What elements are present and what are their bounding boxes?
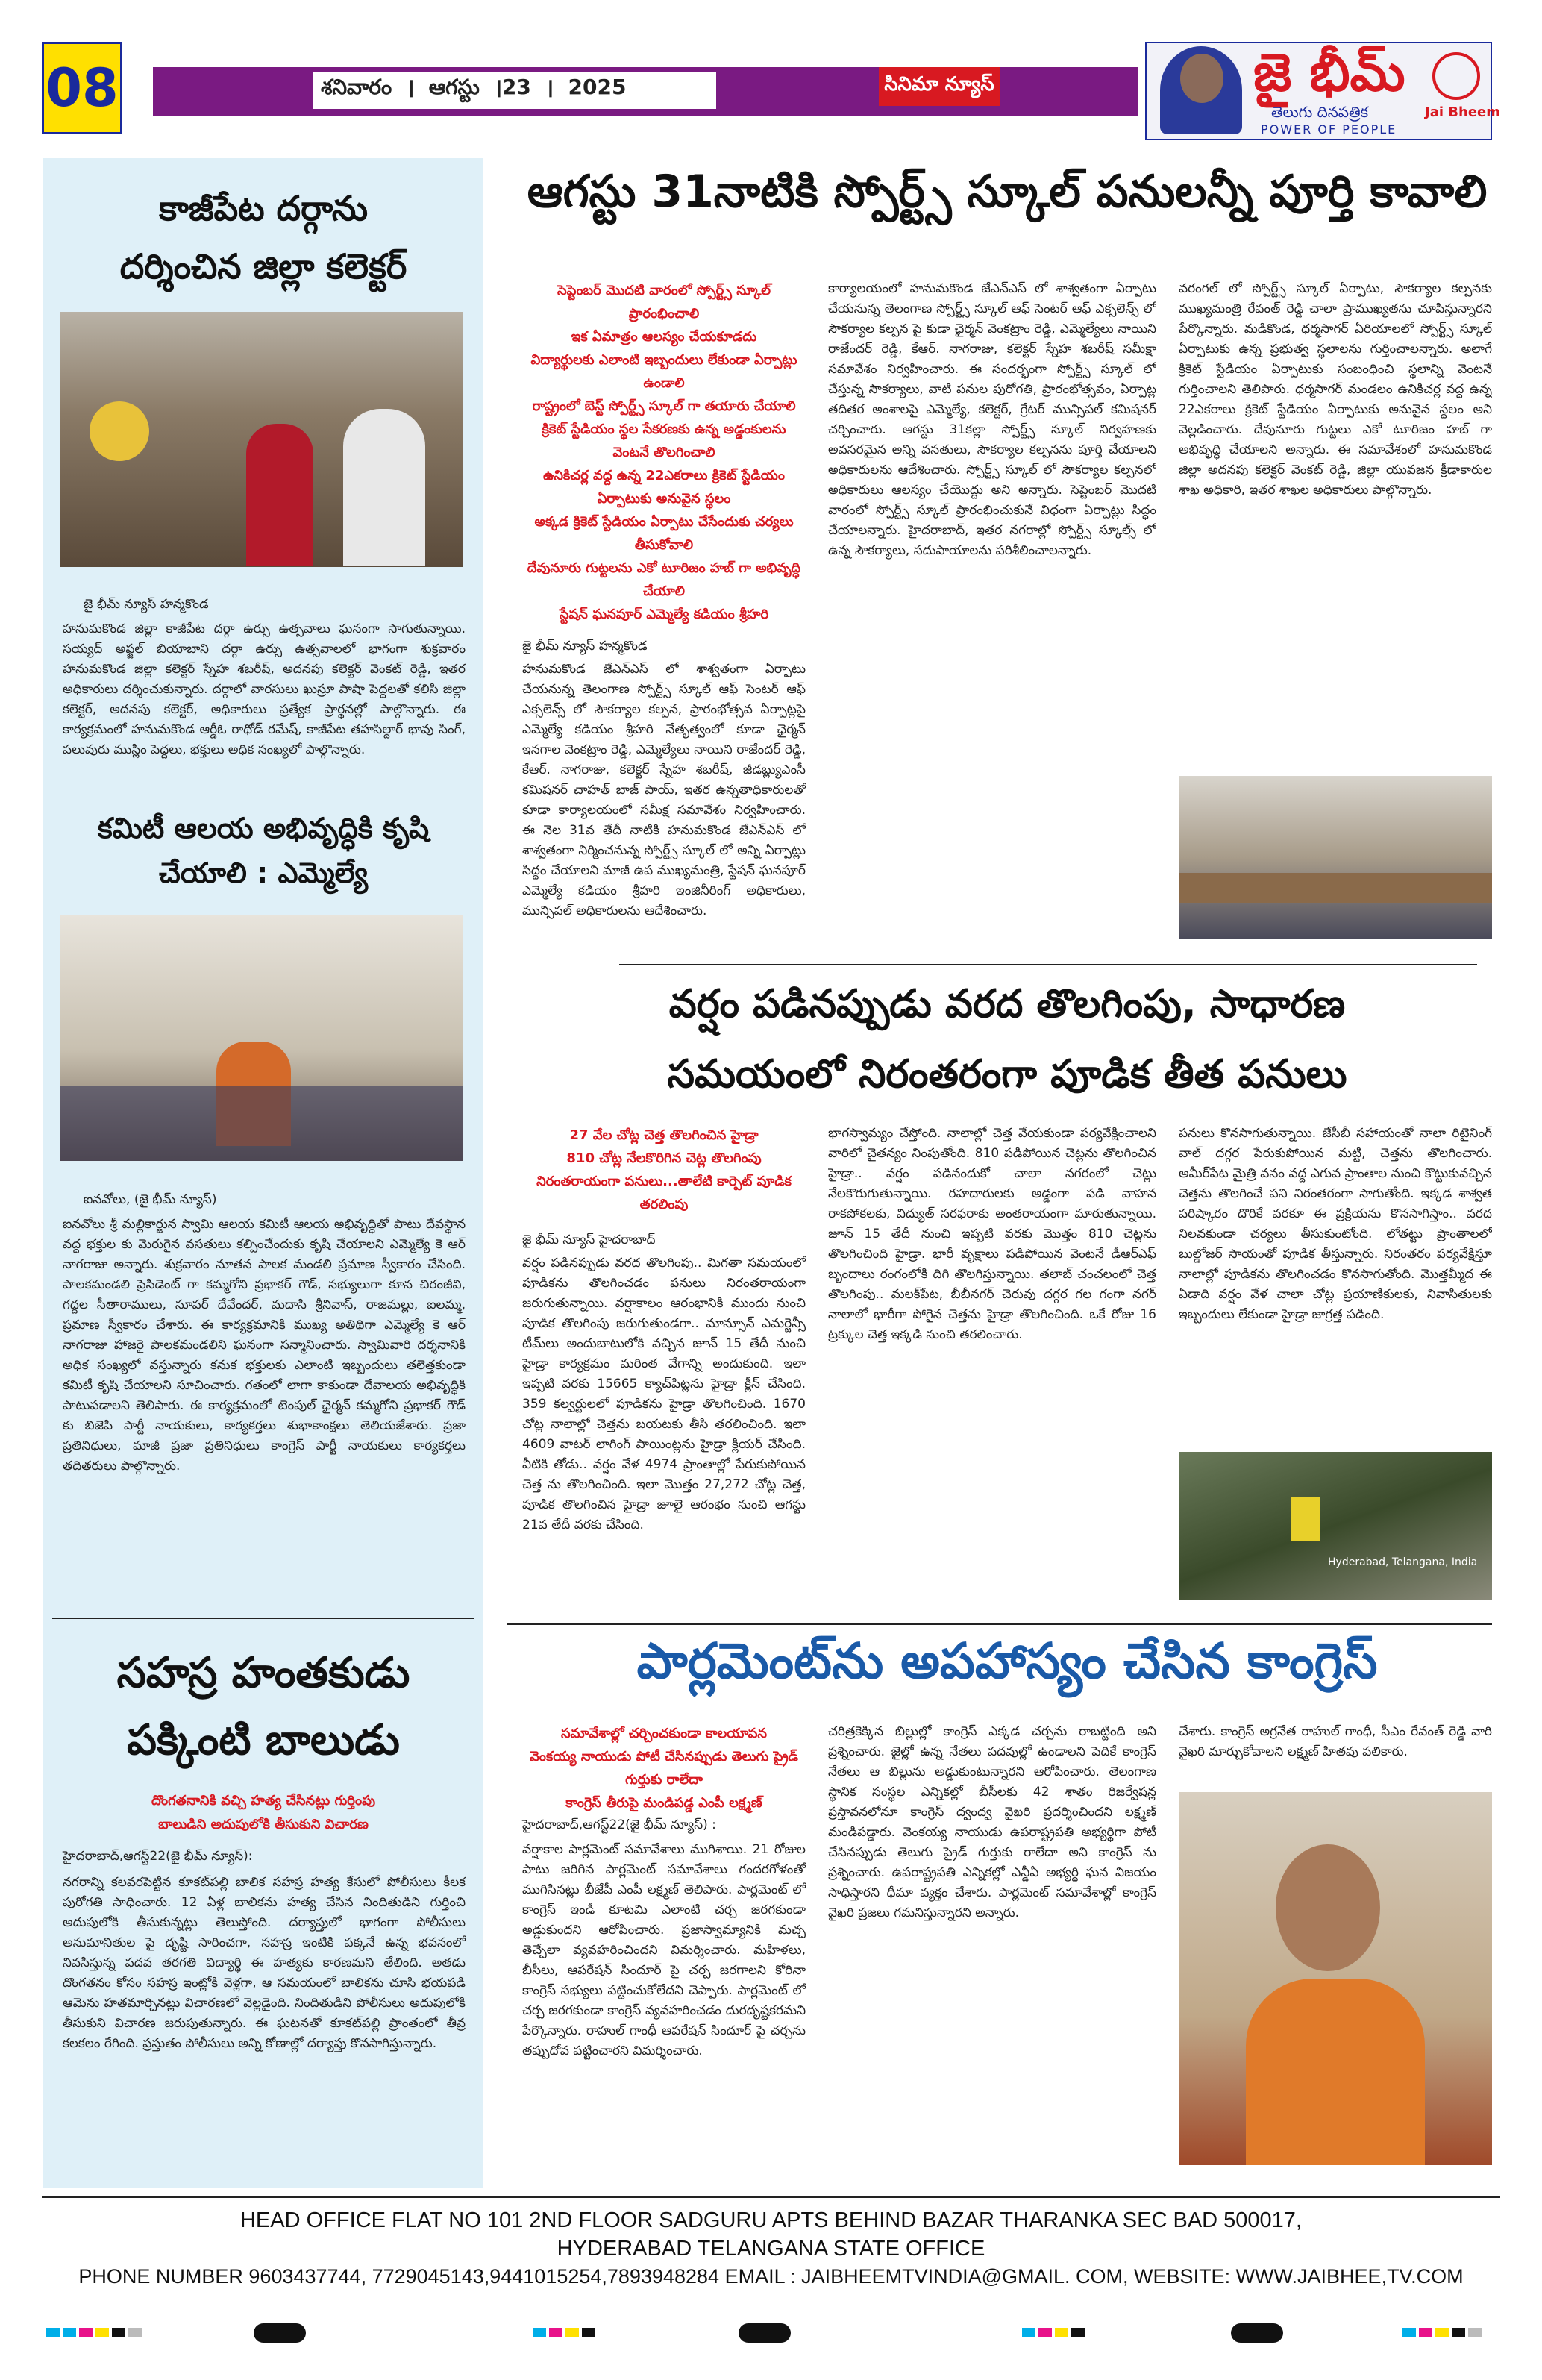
main-story2-col1: వర్షం పడినప్పుడు వరద తొలగింపు.. మిగతా సమయంలో పూడికను తొలగించడం పనులు నిరంతరాయంగా జరుగుతున్నాయి. వర్షాకాలం ఆరంభానికి ముందు నుంచి పూడిక తొలగింపు జరుగుతుండగా.. మాన్సూన్ ఎమర్జెన్సీ టీమ్‌లు అందుబాటులోకి వచ్చిన జూన్ 15 తేదీ నుంచి హైడ్రా కార్యక్రమం మరింత వేగాన్ని అందుకుంది. ఇలా ఇప్పటి వరకు 15665 క్యాచ్‌పిట్లను హైడ్రా క్లీన్ చేసింది. 359 కల్వర్టులలో పూడికను హైడ్రా తొలగించింది. 1670 చోట్ల నాలాల్లో చెత్తను బయటకు తీసి తరలించింది. ఇలా 4609 వాటర్ లాగింగ్ పాయింట్లను హైడ్రా క్లియర్ చేసింది. వీటికి తోడు.. వర్షం వేళ 4974 ప్రాంతాల్లో పేరుకుపోయిన చెత్త ను తొలగించింది. ఇలా మొత్తం 27,272 చోట్ల చెత్త, పూడిక తొలగించిన హైడ్రా జూలై ఆరంభం నుంచి ఆగస్టు 21వ తేదీ వరకు చేసింది. [522, 1256, 806, 1532]
left-story3-subhead-1: దొంగతనానికి వచ్చి హత్య చేసినట్లు గుర్తింపు [151, 1793, 376, 1809]
collector-dargah-photo [60, 312, 463, 567]
left-story3-body: నగరాన్ని కలవరపెట్టిన కూకట్‌పల్లి బాలిక సహస్ర హత్య కేసులో పోలీసులు కీలక పురోగతి సాధించారు. 12 ఏళ్ల బాలికను హత్య చేసిన నిందితుడిని గుర్తించి అదుపులోకి తీసుకున్నట్లు తెలుస్తోంది. దర్యాప్తులో భాగంగా పోలీసులు అనుమానితుల పై దృష్టి సారించగా, సహస్ర ఇంటికి పక్కనే ఉన్న భవనంలో నివసిస్తున్న పదవ తరగతి విద్యార్థి ఈ హత్యకు కారణమని తేలింది. అతడు దొంగతనం కోసం సహస్ర ఇంట్లోకి వెళ్లగా, ఆ సమయంలో బాలికను చూసి భయపడి ఆమెను హతమార్చినట్లు విచారణలో వెల్లడైంది. నిందితుడిని పోలీసులు అదుపులోకి తీసుకుని విచారణ జరుపుతున్నారు. ఈ ఘటనతో కూకట్‌పల్లి ప్రాంతంలో తీవ్ర కలకలం రేగింది. ప్రస్తుతం పోలీసులు అన్ని కోణాల్లో దర్యాప్తు కొనసాగిస్తున్నారు. [63, 1875, 466, 2051]
registration-mark [1231, 2323, 1283, 2343]
left-story2-headline-2: చేయాలి : ఎమ్మెల్యే [159, 857, 368, 889]
main-story3-col1: వర్షాకాల పార్లమెంట్ సమావేశాలు ముగిశాయి. 21 రోజుల పాటు జరిగిన పార్లమెంట్ సమావేశాలు గందరగోళంతో ముగిసినట్లు బీజేపీ ఎంపీ లక్ష్మణ్ తెలిపారు. పార్లమెంట్ లో కాంగ్రెస్ ఇండీ కూటమి ఎలాంటి చర్చ జరగకుండా అడ్డుకుందని ఆరోపించారు. ప్రజాస్వామ్యానికి మచ్చ తెచ్చేలా వ్యవహరించిందని విమర్శించారు. మహిళలు, బీసీలు, ఆపరేషన్ సిందూర్ పై చర్చ జరగాలని కోరినా కాంగ్రెస్ సభ్యులు పట్టించుకోలేదని చెప్పారు. పార్లమెంట్ లో చర్చ జరగకుండా కాంగ్రెస్ వ్యవహరించడం దురదృష్టకరమని పేర్కొన్నారు. రాహుల్ గాంధీ ఆపరేషన్ సిందూర్ పై చర్చను తప్పుదోవ పట్టించారని విమర్శించారు. [522, 1842, 806, 2058]
color-swatch [549, 2328, 562, 2337]
highlight-item: 27 వేల చోట్ల చెత్త తొలగించిన హైడ్రా [569, 1127, 759, 1143]
left-story1-headline-1: కాజీపేట దర్గాను [158, 188, 369, 228]
color-swatch [1055, 2328, 1068, 2337]
left-story3-headline-1: సహస్ర హంతకుడు [116, 1649, 410, 1697]
footer-address-line1: HEAD OFFICE FLAT NO 101 2ND FLOOR SADGURU APTS BEHIND BAZAR THARANKA SEC BAD 500017, [239, 2208, 1302, 2232]
color-swatch [128, 2328, 142, 2337]
main-story2-highlights [522, 1124, 806, 1216]
main-story3-byline: హైదరాబాద్,ఆగస్ట్22(జై భీమ్ న్యూస్) : [522, 1817, 716, 1832]
highlight-item: ఉనికిచర్ల వద్ద ఉన్న 22ఎకరాలు క్రికెట్ స్టేడియం ఏర్పాటుకు అనువైన స్థలం [543, 468, 785, 507]
highlight-item: స్టేషన్ ఘనపూర్ ఎమ్మెల్యే కడియం శ్రీహరి [559, 607, 769, 622]
red-saree-shape [246, 424, 313, 566]
brand-logo-icon [1432, 52, 1480, 100]
color-swatch [1468, 2328, 1482, 2337]
print-registration-strip [0, 2320, 1542, 2350]
main-story2-col2: భాగస్వామ్యం చేస్తోంది. నాలాల్లో చెత్త వేయకుండా పర్యవేక్షించాలని వారిలో చైతన్యం నింపుతోంది. 810 పడిపోయిన చెట్లను తొలగించిన హైడ్రా.. వర్షం పడినందుకో చాలా నగరంలో చెట్లు నేలకొరుగుతున్నాయి. రహదారులకు అడ్డంగా పడి వాహన రాకపోకలకు, విద్యుత్ సరఫరాకు అంతరాయంగా మారుతున్నాయి. జూన్ 15 తేదీ నుంచి ఇప్పటి వరకు మొత్తం 810 చెట్లను తొలగించింది హైడ్రా. భారీ వృక్షాలు పడిపోయిన వెంటనే డీఆర్ఎఫ్ బృందాలు రంగంలోకి దిగి తొలగిస్తున్నాయి. తలాబ్ చంచలంలో చెత్త తొలగింపు.. మలక్‌పేట, బీబీనగర్ చెరువు దగ్గర గల గంగా నగర్ నాలాలో భారీగా పోగైన చెత్తను హైడ్రా తొలగించింది. ఒకే రోజు 16 ట్రక్కుల చెత్త ఇక్కడి నుంచి తరలించారు. [828, 1126, 1156, 1342]
masthead-portrait-face [1180, 54, 1223, 103]
brand-name: Jai Bheem [1425, 104, 1500, 120]
main-story2-byline: జై భీమ్ న్యూస్ హైదరాబాద్ [522, 1233, 656, 1247]
left-story1-headline-2: దర్శించిన జిల్లా కలెక్టర్ [119, 246, 407, 286]
left-story1-byline: జై భీమ్ న్యూస్ హన్మకొండ [84, 597, 209, 612]
masthead-subtitle: తెలుగు దినపత్రిక [1271, 103, 1369, 121]
masthead-title: జై భీమ్ [1253, 42, 1405, 103]
footer-divider [42, 2196, 1500, 2198]
color-swatch [582, 2328, 595, 2337]
highlight-item: దేవునూరు గుట్టలను ఎకో టూరిజం హబ్ గా అభివృద్ధి చేయాలి [527, 560, 801, 599]
worker-vest-shape [1291, 1497, 1320, 1541]
main-story2-col3: పనులు కొనసాగుతున్నాయి. జేసీబీ సహాయంతో నాలా రిటైనింగ్ వాల్ దగ్గర పేరుకుపోయిన మట్టి, చెత్తను తొలగించారు. అమీర్‌పేట మైత్రి వనం వద్ద ఎగువ ప్రాంతాల నుంచి కొట్టుకువచ్చిన చెత్తను తొలగించే పని నిరంతరంగా సాగుతోంది. ఇక్కడ శాశ్వత పరిష్కారం దొరికే వరకూ ఈ ప్రక్రియను కొనసాగిస్తాం.. వరద నిలవకుండా చర్యలు తీసుకుంటోంది. లోతట్టు ప్రాంతాలలో బుల్డోజర్ సాయంతో పూడిక తీస్తున్నారు. నిరంతరం పర్యవేక్షిస్తూ నాలాల్లో పూడికను తొలగించడం కొనసాగుతోంది. మొత్తమ్మీద ఈ ఏడాది వర్షం వేళ చాలా చోట్ల ప్రయాణికులకు, నివాసితులకు ఇబ్బందులు లేకుండా హైడ్రా జాగ్రత్త పడింది. [1179, 1126, 1492, 1322]
face-shape [1276, 1844, 1380, 1971]
main-story3-highlights [522, 1722, 806, 1814]
footer-address-line2: HYDERABAD TELANGANA STATE OFFICE [557, 2237, 985, 2261]
page-number: 08 [42, 42, 122, 134]
section-label: సినిమా న్యూస్ [879, 67, 1000, 106]
white-kurta-shape [343, 409, 425, 566]
highlight-item: 810 చోట్ల నేలకొరిగిన చెట్ల తొలగింపు [566, 1150, 762, 1166]
highlight-item: అక్కడ క్రికెట్ స్టేడియం ఏర్పాటు చేసేందుకు చర్యలు తీసుకోవాలి [534, 514, 794, 553]
color-swatch [1071, 2328, 1085, 2337]
registration-mark [254, 2323, 306, 2343]
left-story3-byline: హైదరాబాద్,ఆగస్ట్22(జై భీమ్ న్యూస్): [63, 1849, 253, 1864]
main-story1-col2: కార్యాలయంలో హనుమకొండ జేఎన్ఎస్ లో శాశ్వతంగా ఏర్పాటు చేయనున్న తెలంగాణ స్పోర్ట్స్ స్కూల్ ఆఫ్ సెంటర్ ఆఫ్ ఎక్సలెన్స్ లో సౌకర్యాల కల్పన పై కుడా ఛైర్మన్ వెంకట్రాం రెడ్డి, ఎమ్మెల్యేలు నాయిని రాజేందర్ రెడ్డి, కేఆర్. నాగరాజు, కలెక్టర్ స్నేహ శబరీష్ సమీక్షా సమావేశం నిర్వహించారు. ఈ సందర్భంగా స్పోర్ట్స్ స్కూల్ లో చేస్తున్న సౌకర్యాలు, వాటి పనుల పురోగతి, ప్రారంభోత్సవం, ఏర్పాట్ల తదితర అంశాలపై ఎమ్మెల్యే, కలెక్టర్, గ్రేటర్ మున్సిపల్ కమిషనర్ చర్చించారు. ఆగస్టు 31కల్లా స్పోర్ట్స్ స్కూల్ నిర్వహణకు అవసరమైన అన్ని వసతులు, సౌకర్యాల కల్పనను పూర్తి చేయాలని అధికారులను ఆదేశించారు. స్పోర్ట్స్ స్కూల్ లో సౌకర్యాల కల్పనలో అధికారులు ఆలస్యం చేయొద్దు అని అన్నారు. సెప్టెంబర్ మొదటి వారంలో స్పోర్ట్స్ స్కూల్ ప్రారంభించుకునే విధంగా ఏర్పాట్లు సిద్ధం చేయాలన్నారు. హైదరాబాద్, ఇతర నగరాల్లో స్పోర్ట్స్ స్కూల్స్ లో ఉన్న సౌకర్యాలు, సదుపాయాలను పరిశీలించాలన్నారు. [828, 281, 1156, 558]
main-story1-headline: ఆగస్టు 31నాటికి స్పోర్ట్స్ స్కూల్ పనులన్నీ పూర్తి కావాలి [527, 166, 1488, 218]
temple-committee-photo [60, 915, 463, 1161]
highlight-item: సమావేశాల్లో చర్చించకుండా కాలయాపన [560, 1726, 768, 1741]
left-story2-byline: ఐనవోలు, (జై భీమ్ న్యూస్) [84, 1192, 217, 1207]
main-story2-headline-1: వర్షం పడినప్పుడు వరద తొలగింపు, సాధారణ [668, 982, 1346, 1027]
color-swatch [1022, 2328, 1035, 2337]
left-story2-headline-1: కమిటీ ఆలయ అభివృద్ధికి కృషి [97, 812, 430, 845]
color-swatch [565, 2328, 579, 2337]
highlight-item: రాష్ట్రంలో బెస్ట్ స్పోర్ట్స్ స్కూల్ గా తయారు చేయాలి [532, 398, 796, 414]
masthead-tagline: POWER OF PEOPLE [1261, 122, 1397, 137]
footer-contact-line: PHONE NUMBER 9603437744, 7729045143,9441015254,7893948284 EMAIL : JAIBHEEMTVINDIA@GMAIL. COM, WEBSITE: WWW.JAIBHEE,TV.COM [78, 2265, 1464, 2287]
color-swatch [1038, 2328, 1052, 2337]
color-swatch [95, 2328, 109, 2337]
color-swatch [1435, 2328, 1449, 2337]
left-column-divider [52, 1618, 474, 1619]
issue-date: శనివారం । ఆగస్టు ।23 । 2025 [321, 75, 627, 99]
highlight-item: కాంగ్రెస్ తీరుపై మండిపడ్డ ఎంపీ లక్ష్మణ్ [565, 1795, 762, 1811]
main-story1-highlights [522, 279, 806, 626]
highlight-item: విద్యార్థులకు ఎలాంటి ఇబ్బందులు లేకుండా ఏర్పాట్లు ఉండాలి [530, 352, 797, 391]
main-divider-2 [507, 1623, 1492, 1625]
fallen-tree-photo [1179, 1452, 1492, 1600]
highlight-item: క్రికెట్ స్టేడియం స్థల సేకరణకు ఉన్న అడ్డంకులను వెంటనే తొలగించాలి [542, 422, 786, 460]
main-story2-headline-2: సమయంలో నిరంతరంగా పూడిక తీత పనులు [667, 1052, 1347, 1097]
saffron-shawl-shape [1246, 1979, 1425, 2165]
color-swatch [46, 2328, 60, 2337]
highlight-item: వెంకయ్య నాయుడు పోటీ చేసినప్పుడు తెలుగు ప్రైడ్ గుర్తుకు రాలేదా [530, 1749, 798, 1788]
color-swatch [1419, 2328, 1432, 2337]
color-swatch [79, 2328, 93, 2337]
main-divider-1 [619, 964, 1477, 965]
meeting-table-shape [1179, 873, 1492, 903]
color-swatch [112, 2328, 125, 2337]
yellow-cap-shape [90, 401, 149, 461]
mp-laxman-photo [1179, 1792, 1492, 2165]
main-story3-col2: చరిత్రకెక్కిన బిల్లుల్లో కాంగ్రెస్ ఎక్కడ చర్చను రాబట్టింది అని ప్రశ్నించారు. జైల్లో ఉన్న నేతలు పదవుల్లో ఉండాలని పెదికే కాంగ్రెస్ నేతలు ఆ బిల్లును అడ్డుకుంటున్నారని ఆరోపించారు. తెలంగాణ స్థానిక సంస్థల ఎన్నికల్లో బీసీలకు 42 శాతం రిజర్వేషన్ల ప్రస్తావనలోనూ కాంగ్రెస్ ద్వంద్వ వైఖరి ప్రదర్శించిందని లక్ష్మణ్ మండిపడ్డారు. వెంకయ్య నాయుడు ఉపరాష్ట్రపతి అభ్యర్థిగా పోటీ చేసినప్పుడు తెలుగు ప్రైడ్ గుర్తుకు రాలేదా అని కాంగ్రెస్ ను ప్రశ్నించారు. ఉపరాష్ట్రపతి ఎన్నికల్లో ఎన్డీఏ అభ్యర్థి ఘన విజయం సాధిస్తారని ధీమా వ్యక్తం చేశారు. పార్లమెంట్ సమావేశాల్లో కాంగ్రెస్ వైఖరి ప్రజలు గమనిస్తున్నారని అన్నారు. [828, 1724, 1156, 1920]
sports-school-meeting-photo [1179, 776, 1492, 939]
main-story1-byline: జై భీమ్ న్యూస్ హన్మకొండ [522, 639, 648, 654]
color-swatch [1452, 2328, 1465, 2337]
left-story3-subhead-2: బాలుడిని అదుపులోకి తీసుకుని విచారణ [158, 1817, 369, 1832]
left-story2-body: ఐనవోలు శ్రీ మల్లికార్జున స్వామి ఆలయ కమిటీ ఆలయ అభివృద్ధితో పాటు దేవస్థాన వద్ద భక్తుల కు మెరుగైన వసతులు కల్పించేందుకు కృషి చేయాలని ఎమ్మెల్యే కె ఆర్ నాగరాజు అన్నారు. శుక్రవారం నూతన పాలక మండలి ప్రమాణ స్వీకారం చేసింది. పాలకమండలి ప్రెసిడెంట్ గా కమ్మగోని ప్రభాకర్ గౌడ్, సభ్యులుగా కూన చిరంజీవి, గద్దల సీతారాములు, సూపర్ దేవేందర్, మదాసి శ్రీనివాస్, రాజమల్లు, ఐలమ్మ, ప్రమాణ స్వీకారం చేశారు. ఈ కార్యక్రమానికి ముఖ్య అతిథిగా ఎమ్మెల్యే కె ఆర్ నాగరాజు హాజరై పాలకమండలిని ఘనంగా సన్మానించారు. స్వామివారి దర్శనానికి అధిక సంఖ్యలో వస్తున్నారు కనుక భక్తులకు ఎలాంటి ఇబ్బందులు తలెత్తకుండా కమిటీ కృషి చేయాలని సూచించారు. గతంలో లాగా కాకుండా దేవాలయ అభివృద్ధికి పాటుపడాలని తెలిపారు. ఈ కార్యక్రమంలో టెంపుల్ ఛైర్మన్ కమ్మగోని ప్రభాకర్ గౌడ్ కు బిజెపి పార్టీ నాయకులు, కార్యకర్తలు శుభాకాంక్షలు తెలియజేశారు. ప్రజా ప్రతినిధులు, మాజీ ప్రజా ప్రతినిధులు కాంగ్రెస్ పార్టీ నాయకులు కార్యకర్తలు తదితరులు పాల్గొన్నారు. [63, 1217, 466, 1474]
left-story1-body: హనుమకొండ జిల్లా కాజీపేట దర్గా ఉర్సు ఉత్సవాలు ఘనంగా సాగుతున్నాయి. సయ్యద్ అఫ్జల్ బియాబాని దర్గా ఉర్సు ఉత్సవాలలో భాగంగా శుక్రవారం హనుమకొండ జిల్లా కలెక్టర్ స్నేహ శబరీష్, అదనపు కలెక్టర్ వెంకట్ రెడ్డి, ఇతర అధికారులు దర్శించుకున్నారు. దర్గాలో వారసులు ఖుస్రూ పాషా పెద్దలతో కలిసి జిల్లా కలెక్టర్, అదనపు కలెక్టర్, అధికారులు ప్రత్యేక ప్రార్థనల్లో పాల్గొన్నారు. ఈ కార్యక్రమంలో హనుమకొండ ఆర్డీఓ రాథోడ్ రమేష్, కాజీపేట తహసిల్దార్ భావు సింగ్, పలువురు ముస్లిం పెద్దలు, భక్తులు అధిక సంఖ్యలో పాల్గొన్నారు. [63, 621, 466, 757]
main-story3-headline: పార్లమెంట్‌ను అపహాస్యం చేసిన కాంగ్రెస్ [636, 1632, 1378, 1690]
highlight-item: సెప్టెంబర్ మొదటి వారంలో స్పోర్ట్స్ స్కూల్ ప్రారంభించాలి [557, 283, 771, 322]
registration-mark [739, 2323, 791, 2343]
color-swatch [533, 2328, 546, 2337]
main-story3-col3: చేశారు. కాంగ్రెస్ అగ్రనేత రాహుల్ గాంధీ, సీఎం రేవంత్ రెడ్డి వారి వైఖరి మార్చుకోవాలని లక్ష్మణ్ హితవు పలికారు. [1179, 1724, 1492, 1759]
main-story1-col3: వరంగల్ లో స్పోర్ట్స్ స్కూల్ ఏర్పాటు, సౌకర్యాల కల్పనకు ముఖ్యమంత్రి రేవంత్ రెడ్డి చాలా ప్రాముఖ్యతను చూపిస్తున్నారని పేర్కొన్నారు. మడికొండ, ధర్మసాగర్ ఏరియాలలో స్పోర్ట్స్ స్కూల్ ఏర్పాటుకు ఉన్న ప్రభుత్వ స్థలాలను గుర్తించాలన్నారు. అలాగే క్రికెట్ స్టేడియం ఏర్పాటుకు సంబంధించి స్థలాన్ని వెంటనే గుర్తించాలని తెలిపారు. ధర్మసాగర్ మండలం ఉనికిచర్ల వద్ద ఉన్న 22ఎకరాలు క్రికెట్ స్టేడియం ఏర్పాటుకు అనువైన స్థలం అని వెల్లడించారు. దేవునూరు గుట్టలు ఎకో టూరిజం హబ్ గా అభివృద్ధి చేయాలని అన్నారు. ఈ సమావేశంలో హనుమకొండ జిల్లా అదనపు కలెక్టర్ వెంకట్ రెడ్డి, జిల్లా యువజన క్రీడాకారుల శాఖ అధికారి, ఇతర శాఖల అధికారులు పాల్గొన్నారు. [1179, 281, 1492, 498]
color-swatch [63, 2328, 76, 2337]
highlight-item: నిరంతరాయంగా పనులు...తాలేటి కార్పెట్ పూడిక తరలింపు [536, 1174, 792, 1212]
main-story1-col1: హనుమకొండ జేఎన్ఎస్ లో శాశ్వతంగా ఏర్పాటు చేయనున్న తెలంగాణ స్పోర్ట్స్ స్కూల్ ఆఫ్ సెంటర్ ఆఫ్ ఎక్సలెన్స్ లో సౌకర్యాల కల్పన, ప్రారంభోత్సవ ఏర్పాట్లపై ఎమ్మెల్యే కడియం శ్రీహరి నేతృత్వంలో కూడా ఛైర్మన్ ఇనగాల వెంకట్రాం రెడ్డి, ఎమ్మెల్యేలు నాయిని రాజేందర్ రెడ్డి, కేఆర్. నాగరాజు, కలెక్టర్ స్నేహ శబరీష్, జీడబ్ల్యుఎంసీ కమిషనర్ చాహత్ బాజ్ పాయ్, ఇతర ఉన్నతాధికారులతో కూడా కార్యాలయంలో సమీక్ష సమావేశం నిర్వహించారు. ఈ నెల 31వ తేదీ నాటికి హనుమకొండ జేఎన్ఎస్ లో శాశ్వతంగా నిర్మించనున్న స్పోర్ట్స్ స్కూల్ లో అన్ని ఏర్పాట్లు సిద్ధం చేయాలని మాజీ ఉప ముఖ్యమంత్రి, స్టేషన్ ఘనపూర్ ఎమ్మెల్యే కడియం శ్రీహరి ఇంజినీరింగ్ అధికారులు, మున్సిపల్ అధికారులను ఆదేశించారు. [522, 662, 806, 918]
color-swatch [1402, 2328, 1416, 2337]
left-story3-headline-2: పక్కింటి బాలుడు [127, 1716, 400, 1764]
photo-geotag: Hyderabad, Telangana, India [1328, 1556, 1478, 1568]
table-shape [60, 1086, 463, 1161]
highlight-item: ఇక ఏమాత్రం ఆలస్యం చేయకూడదు [571, 329, 757, 345]
